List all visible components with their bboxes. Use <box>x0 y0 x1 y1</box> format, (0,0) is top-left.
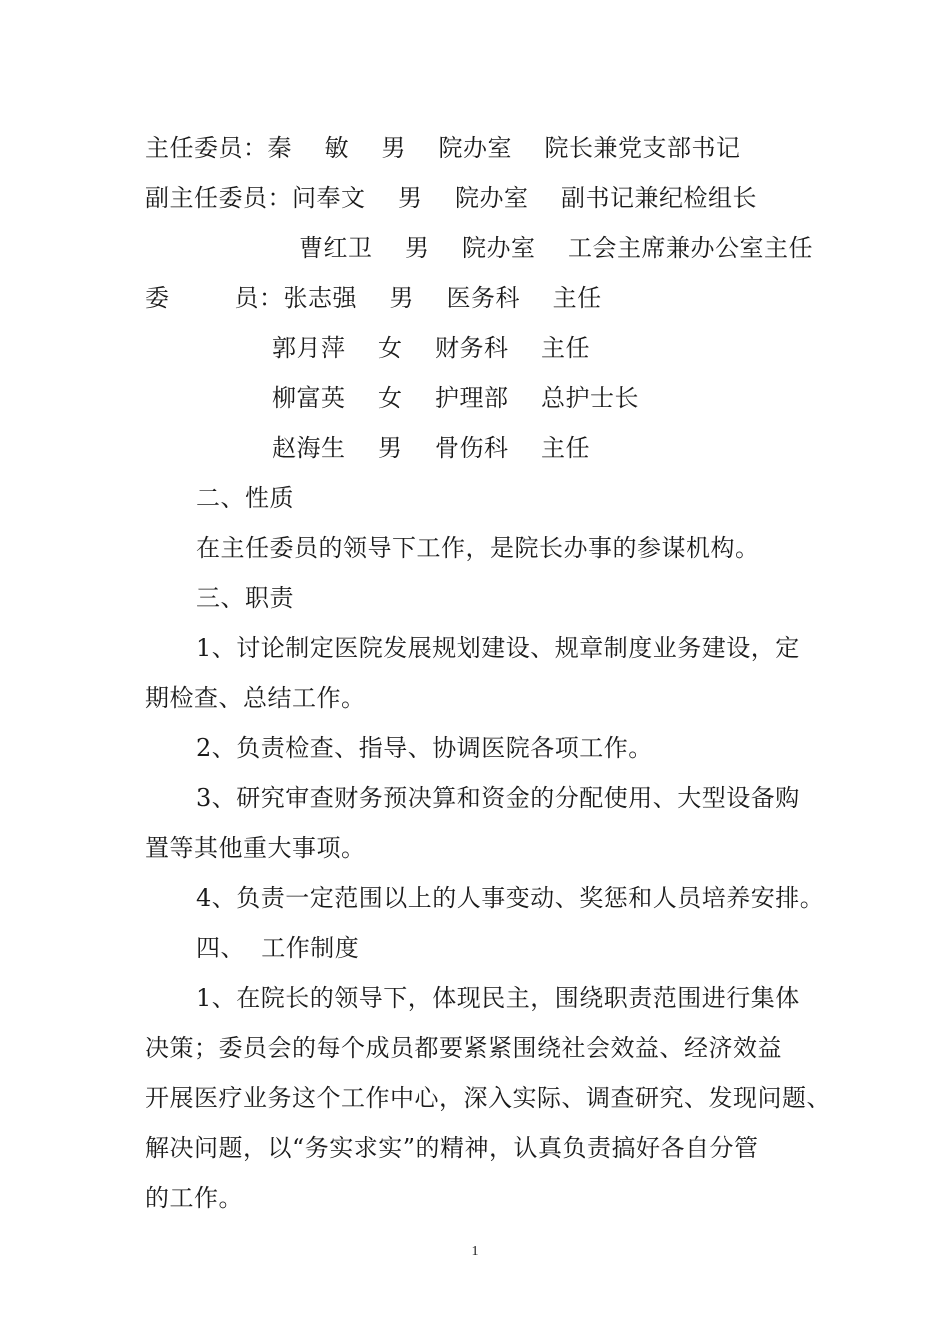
director-line: 主任委员：秦 敏 男 院办室 院长兼党支部书记 <box>145 134 741 162</box>
section-heading-nature: 二、性质 <box>196 484 294 512</box>
vice-director-line-2: 曹红卫 男 院办室 工会主席兼办公室主任 <box>299 234 814 262</box>
system-item-1-line-5: 的工作。 <box>145 1184 243 1212</box>
duty-item-3-line-2: 置等其他重大事项。 <box>145 834 366 862</box>
nature-text: 在主任委员的领导下工作，是院长办事的参谋机构。 <box>196 534 760 562</box>
duty-item-1-line-1: 1、讨论制定医院发展规划建设、规章制度业务建设，定 <box>196 634 800 662</box>
member-line-3: 柳富英 女 护理部 总护士长 <box>272 384 640 412</box>
duty-item-4: 4、负责一定范围以上的人事变动、奖惩和人员培养安排。 <box>196 884 825 912</box>
section-heading-duties: 三、职责 <box>196 584 294 612</box>
member-line-2: 郭月萍 女 财务科 主任 <box>272 334 591 362</box>
section-heading-system: 四、 工作制度 <box>196 934 360 962</box>
system-item-1-line-1: 1、在院长的领导下，体现民主，围绕职责范围进行集体 <box>196 984 800 1012</box>
duty-item-2: 2、负责检查、指导、协调医院各项工作。 <box>196 734 653 762</box>
system-item-1-line-3: 开展医疗业务这个工作中心，深入实际、调查研究、发现问题、 <box>145 1084 831 1112</box>
duty-item-1-line-2: 期检查、总结工作。 <box>145 684 366 712</box>
member-line-4: 赵海生 男 骨伤科 主任 <box>272 434 591 462</box>
system-item-1-line-4: 解决问题，以“务实求实”的精神，认真负责搞好各自分管 <box>145 1134 759 1162</box>
page-number: 1 <box>471 1244 479 1259</box>
duty-item-3-line-1: 3、研究审查财务预决算和资金的分配使用、大型设备购 <box>196 784 800 812</box>
system-item-1-line-2: 决策；委员会的每个成员都要紧紧围绕社会效益、经济效益 <box>145 1034 782 1062</box>
member-line-1: 委 员：张志强 男 医务科 主任 <box>145 284 602 312</box>
vice-director-line-1: 副主任委员：问奉文 男 院办室 副书记兼纪检组长 <box>145 184 758 212</box>
